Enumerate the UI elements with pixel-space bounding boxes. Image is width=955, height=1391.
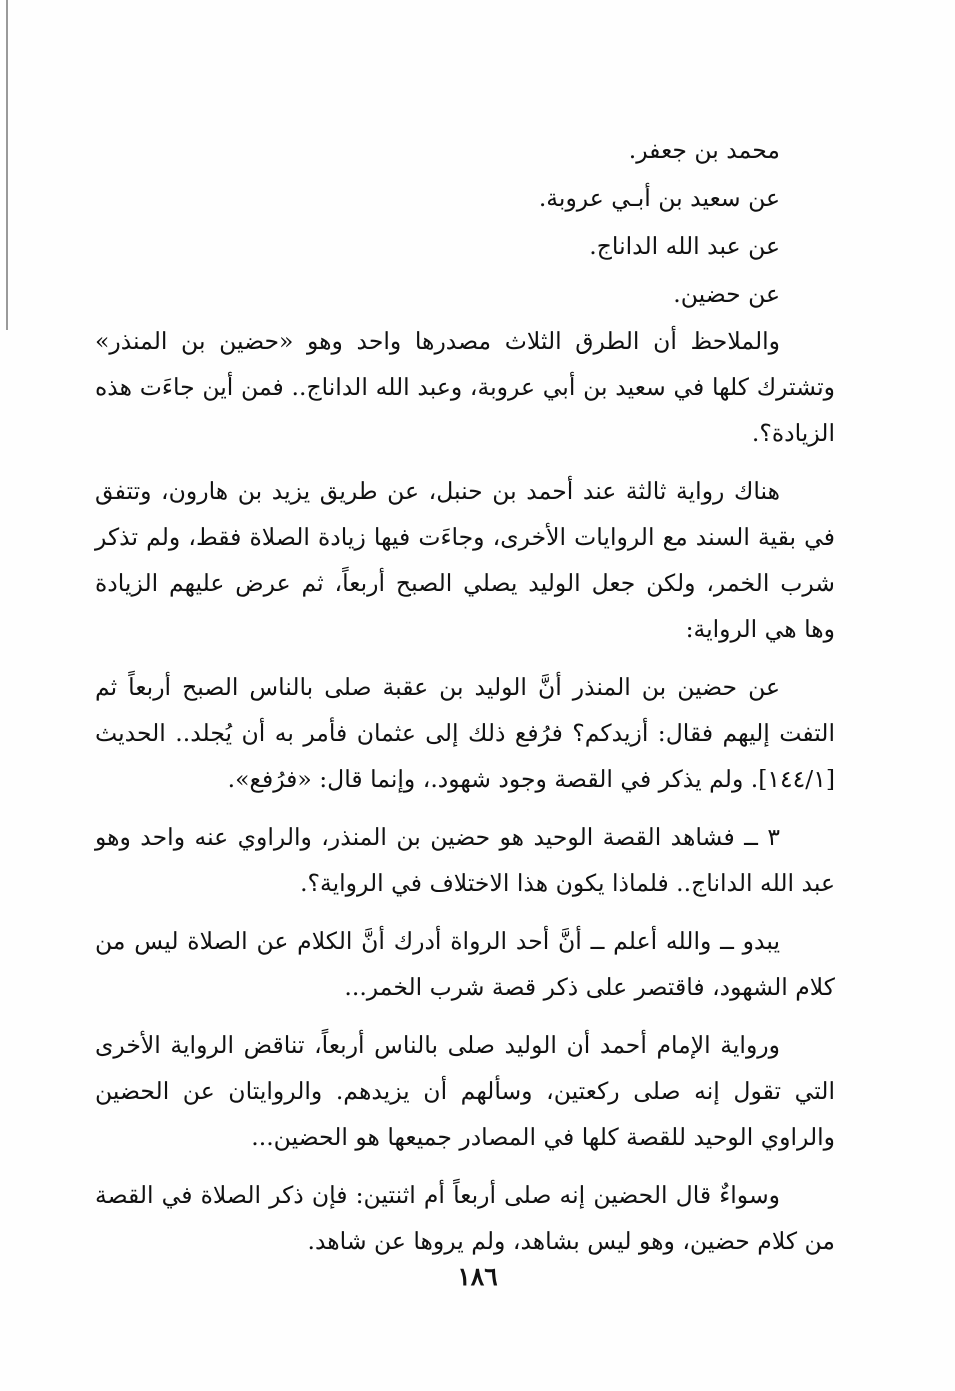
paragraph: وسواءٌ قال الحضين إنه صلى أربعاً أم اثنتين: فإن ذكر الصلاة في القصة من كلام حضين، وهو ليس بشاهد، ولم يروها عن شاهد. [95, 1181, 835, 1255]
paragraph: هناك رواية ثالثة عند أحمد بن حنبل، عن طريق يزيد بن هارون، وتتفق في بقية السند مع الروايات الأخرى، وجاءَت فيها زيادة الصلاة فقط، ولم تذكر شرب الخمر، ولكن جعل الوليد يصلي الصبح أربعاً، ثم عرض عليهم الزيادة وها هي الرواية: [95, 477, 835, 643]
page-text [95, 126, 835, 1264]
isnad-chain [95, 126, 835, 318]
isnad-line: عن حضين. [673, 280, 780, 308]
scan-edge-line [6, 0, 8, 330]
isnad-line: عن عبد الله الداناج. [589, 232, 780, 260]
paragraph: ٣ ــ فشاهد القصة الوحيد هو حضين بن المنذر، والراوي عنه واحد وهو عبد الله الداناج.. فلماذا يكون هذا الاختلاف في الرواية؟. [95, 823, 835, 897]
paragraph: عن حضين بن المنذر أنَّ الوليد بن عقبة صلى بالناس الصبح أربعاً ثم التفت إليهم فقال: أزيدكم؟ فرُفع ذلك إلى عثمان فأمر به أن يُجلد.. الحديث [١٤٤/١]. ولم يذكر في القصة وجود شهود.، وإنما قال: «فرُفع». [95, 673, 835, 793]
isnad-line: عن سعيد بن أبـي عروبة. [538, 184, 780, 212]
isnad-line: محمد بن جعفر. [628, 136, 780, 164]
paragraph: والملاحظ أن الطرق الثلاث مصدرها واحد وهو «حضين بن المنذر» وتشترك كلها في سعيد بن أبي عروبة، وعبد الله الداناج.. فمن أين جاءَت هذه الزيادة؟. [95, 327, 835, 447]
page-number: ١٨٦ [457, 1262, 498, 1291]
paragraph: يبدو ــ والله أعلم ــ أنَّ أحد الرواة أدرك أنَّ الكلام عن الصلاة ليس من كلام الشهود، فاقتصر على ذكر قصة شرب الخمر... [95, 927, 835, 1001]
paragraph: ورواية الإمام أحمد أن الوليد صلى بالناس أربعاً، تناقض الرواية الأخرى التي تقول إنه صلى ركعتين، وسألهم أن يزيدهم. والروايتان عن الحضين والراوي الوحيد للقصة كلها في المصادر جميعها هو الحضين... [95, 1031, 835, 1151]
